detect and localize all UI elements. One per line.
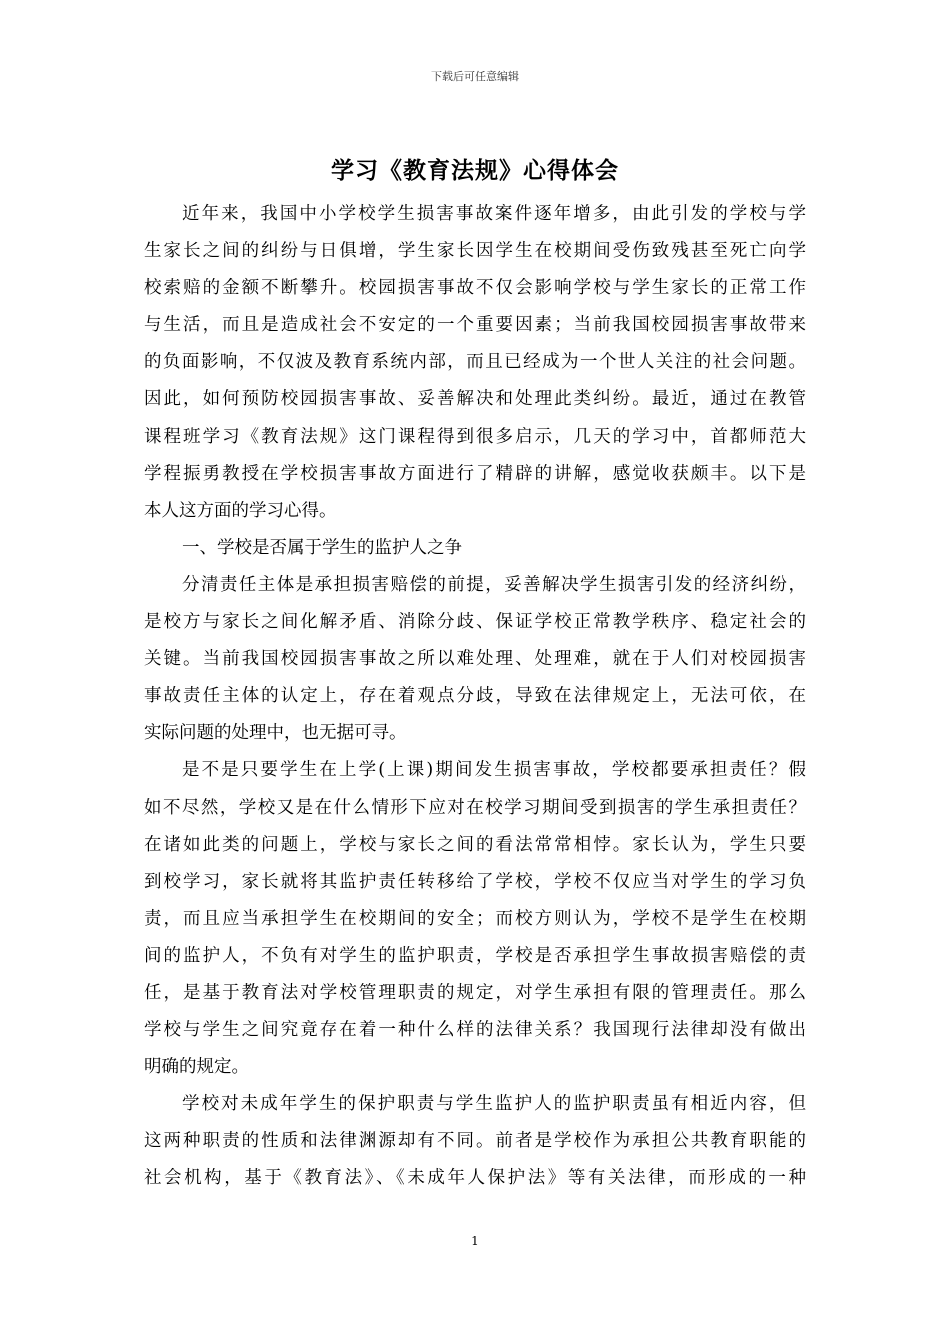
text-line: 学校与学生之间究竟存在着一种什么样的法律关系？我国现行法律却没有做出	[144, 1020, 806, 1041]
text-line: 是不是只要学生在上学(上课)期间发生损害事故，学校都要承担责任？假	[182, 760, 806, 781]
text-line: 学校对未成年学生的保护职责与学生监护人的监护职责虽有相近内容，但	[182, 1094, 806, 1115]
text-line: 任，是基于教育法对学校管理职责的规定，对学生承担有限的管理责任。那么	[144, 982, 806, 1003]
text-line: 因此，如何预防校园损害事故、妥善解决和处理此类纠纷。最近，通过在教管	[144, 389, 806, 410]
text-line: 校索赔的金额不断攀升。校园损害事故不仅会影响学校与学生家长的正常工作	[144, 278, 806, 299]
text-line: 本人这方面的学习心得。	[144, 500, 337, 521]
document-body	[144, 196, 806, 1198]
document-title: 学习《教育法规》心得体会	[331, 157, 619, 184]
section-heading	[144, 530, 806, 567]
page-header-note: 下载后可任意编辑	[431, 70, 519, 83]
text-line: 与生活，而且是造成社会不安定的一个重要因素；当前我国校园损害事故带来	[144, 315, 806, 336]
text-line: 分清责任主体是承担损害赔偿的前提，妥善解决学生损害引发的经济纠纷，	[182, 574, 806, 595]
paragraph	[144, 196, 806, 530]
text-line: 到校学习，家长就将其监护责任转移给了学校，学校不仅应当对学生的学习负	[144, 871, 806, 892]
text-line: 实际问题的处理中，也无据可寻。	[144, 723, 407, 744]
text-line: 是校方与家长之间化解矛盾、消除分歧、保证学校正常教学秩序、稳定社会的	[144, 612, 806, 633]
text-line: 间的监护人，不负有对学生的监护职责，学校是否承担学生事故损害赔偿的责	[144, 945, 806, 966]
text-line: 明确的规定。	[144, 1057, 249, 1078]
text-line: 如不尽然，学校又是在什么情形下应对在校学习期间受到损害的学生承担责任？	[144, 797, 806, 818]
text-line: 的负面影响，不仅波及教育系统内部，而且已经成为一个世人关注的社会问题。	[144, 352, 806, 373]
text-line: 关键。当前我国校园损害事故之所以难处理、处理难，就在于人们对校园损害	[144, 649, 806, 670]
text-line: 在诸如此类的问题上，学校与家长之间的看法常常相悖。家长认为，学生只要	[144, 834, 806, 855]
text-line: 一、学校是否属于学生的监护人之争	[182, 537, 462, 558]
paragraph	[144, 752, 806, 1086]
paragraph	[144, 1086, 806, 1197]
text-line: 学程振勇教授在学校损害事故方面进行了精辟的讲解，感觉收获颇丰。以下是	[144, 463, 806, 484]
paragraph	[144, 567, 806, 752]
text-line: 近年来，我国中小学校学生损害事故案件逐年增多，由此引发的学校与学	[182, 204, 806, 224]
text-line: 责，而且应当承担学生在校期间的安全；而校方则认为，学校不是学生在校期	[144, 908, 806, 929]
text-line: 这两种职责的性质和法律渊源却有不同。前者是学校作为承担公共教育职能的	[144, 1131, 806, 1152]
text-line: 社会机构，基于《教育法》、《未成年人保护法》等有关法律，而形成的一种	[144, 1168, 806, 1189]
text-line: 课程班学习《教育法规》这门课程得到很多启示，几天的学习中，首都师范大	[144, 426, 806, 447]
text-line: 事故责任主体的认定上，存在着观点分歧，导致在法律规定上，无法可依，在	[144, 686, 806, 707]
text-line: 生家长之间的纠纷与日俱增，学生家长因学生在校期间受伤致残甚至死亡向学	[144, 241, 806, 262]
page-number: 1	[471, 1234, 479, 1248]
